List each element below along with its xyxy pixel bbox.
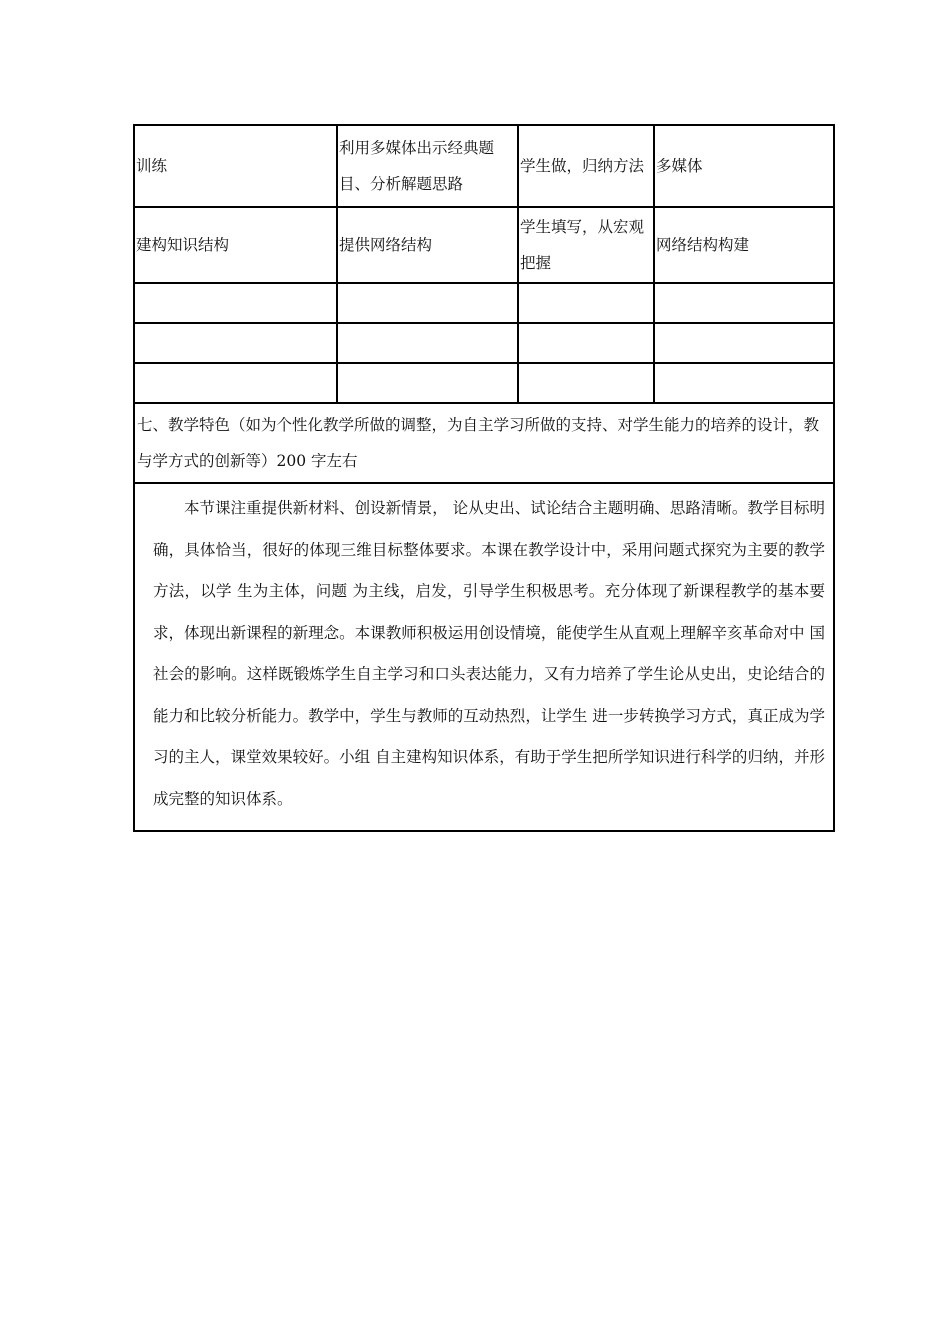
section-title-row <box>134 403 834 483</box>
table-cell <box>518 207 654 283</box>
section-body-text: 本节课注重提供新材料、创设新情景， 论从史出、试论结合主题明确、思路清晰。教学目标明确，具体恰当，很好的体现三维目标整体要求。本课在教学设计中，采用问题式探究为主要的教学方法，以学 生为主体，问题 为主线，启发，引导学生积极思考。充分体现了新课程教学的基本要求，体现出新课程的新理念。本课教师积极运用创设情境，能使学生从直观上理解辛亥革命对中 国社会的影响。这样既锻炼学生自主学习和口头表达能力，又有力培养了学生论从史出，史论结合的能力和比较分析能力。教学中，学生与教师的互动热烈，让学生 进一步转换学习方式，真正成为学习的主人，课堂效果较好。小组 自主建构知识体系，有助于学生把所学知识进行科学的归纳，并形成完整的知识体系。 <box>153 499 825 808</box>
table-cell <box>654 363 834 403</box>
table-cell <box>337 125 518 207</box>
table-cell <box>654 125 834 207</box>
table-row <box>134 125 834 207</box>
table-cell <box>337 323 518 363</box>
table-row-empty <box>134 323 834 363</box>
table-row <box>134 207 834 283</box>
section-body-row <box>134 483 834 831</box>
section-body-cell <box>134 483 834 831</box>
table-cell <box>654 207 834 283</box>
cell-text: 学生做，归纳方法 <box>520 157 645 175</box>
lesson-plan-table <box>133 124 835 832</box>
cell-text: 建构知识结构 <box>136 236 230 254</box>
table-row-empty <box>134 283 834 323</box>
table-cell <box>134 207 337 283</box>
table-cell <box>654 323 834 363</box>
cell-text: 网络结构构建 <box>656 236 750 254</box>
table-cell <box>134 323 337 363</box>
table-cell <box>134 283 337 323</box>
table-cell <box>654 283 834 323</box>
table-cell <box>518 125 654 207</box>
cell-text: 提供网络结构 <box>339 236 433 254</box>
cell-text: 多媒体 <box>656 157 703 175</box>
table-cell <box>518 363 654 403</box>
table-cell <box>518 283 654 323</box>
table-cell <box>337 207 518 283</box>
table-row-empty <box>134 363 834 403</box>
cell-text: 利用多媒体出示经典题目、分析解题思路 <box>339 139 495 193</box>
section-title: 七、教学特色（如为个性化教学所做的调整，为自主学习所做的支持、对学生能力的培养的设计，教与学方式的创新等）200 字左右 <box>134 403 834 483</box>
table-cell <box>337 363 518 403</box>
table-cell <box>134 363 337 403</box>
table-cell <box>134 125 337 207</box>
table-cell <box>518 323 654 363</box>
table-cell <box>337 283 518 323</box>
cell-text: 训练 <box>136 157 168 175</box>
cell-text: 学生填写，从宏观把握 <box>520 218 645 272</box>
